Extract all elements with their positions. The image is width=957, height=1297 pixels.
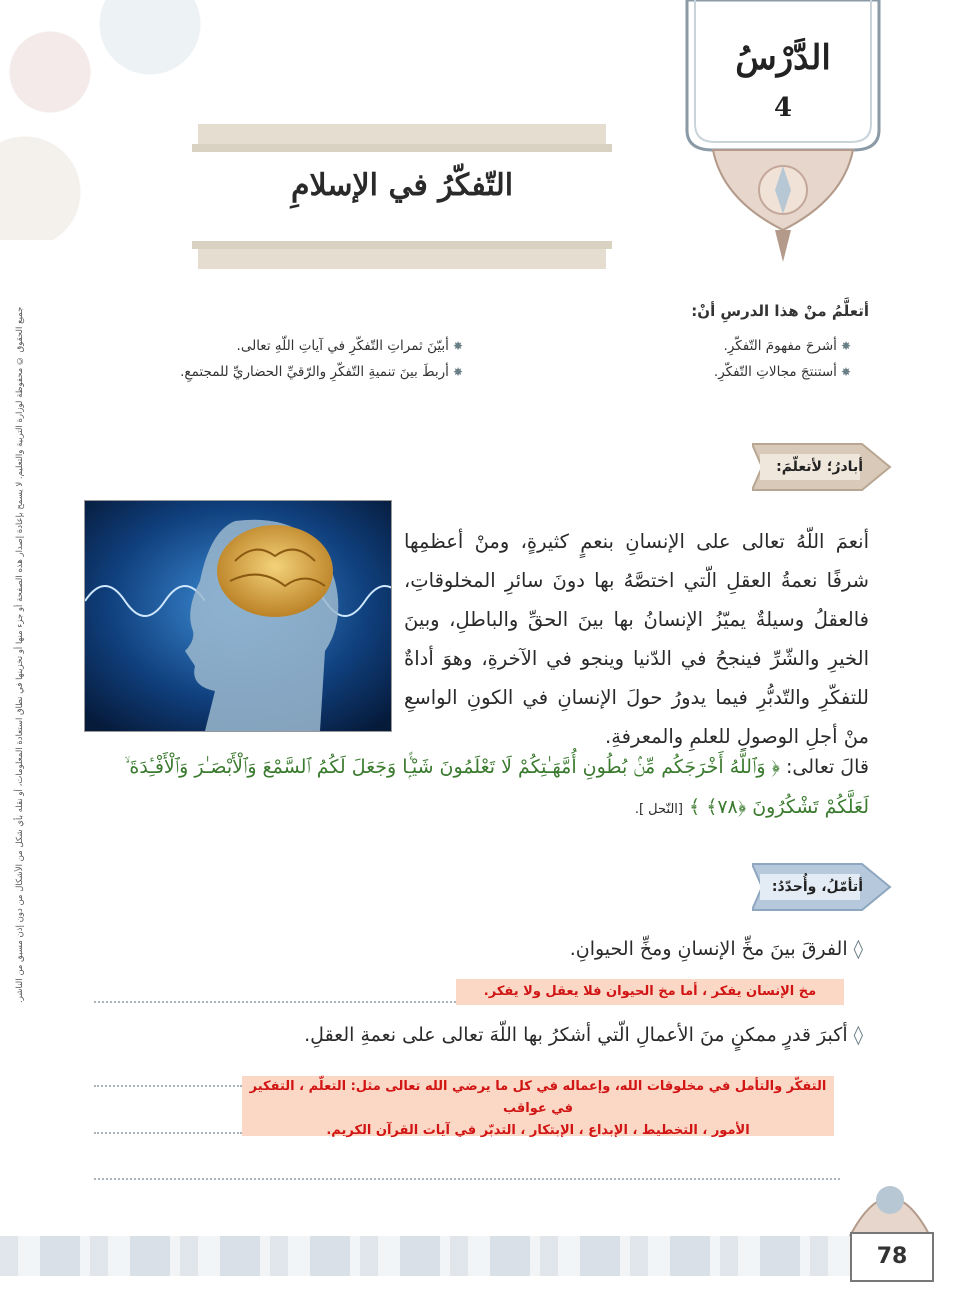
diamond-icon: ◊	[853, 1024, 863, 1046]
objectives-heading: أتعلَّمُ منْ هذا الدرسِ أنْ:	[691, 302, 869, 320]
bullet-icon: ✸	[452, 339, 463, 353]
answer-line	[94, 1001, 456, 1003]
objective-item: ✸أربطَ بينَ تنميةِ التّفكّرِ والرّقيِّ الحضاريِّ للمجتمعِ.	[180, 364, 463, 380]
footer-ornament	[0, 1236, 850, 1276]
quran-source: [النّحل ].	[634, 802, 683, 817]
intro-paragraph: أنعمَ اللّهُ تعالى على الإنسانِ بنعمٍ كثيرةٍ، ومنْ أعظمِها شرفًا نعمةُ العقلِ الّتي اختصَّهُ بها دونَ سائرِ المخلوقاتِ، فالعقلُ وسيلةٌ يميّزُ الإنسانُ بها بينَ الحقِّ والباطلِ، وبينَ الخيرِ والشّرِّ فينجحُ في الدّنيا وينجو في الآخرةِ، وهوَ أداةٌ للتفكّرِ والتّدبُّرِ فيما يدورُ حولَ الإنسانِ في الكونِ الواسعِ منْ أجلِ الوصولِ للعلمِ والمعرفةِ.	[404, 530, 869, 748]
bullet-icon: ✸	[452, 365, 463, 379]
answer-1[interactable]: مخ الإنسان يفكر ، أما مخ الحيوان فلا يعقل ولا يفكر.	[456, 979, 844, 1005]
bullet-icon: ✸	[840, 365, 851, 379]
question-1: ◊الفرقَ بينَ مخِّ الإنسانِ ومخِّ الحيوانِ.	[569, 938, 863, 960]
answer-2[interactable]	[242, 1076, 834, 1136]
answer-line	[94, 1178, 840, 1180]
objective-item: ✸أبيّنَ ثمراتِ التّفكّرِ في آياتِ اللّهِ تعالى.	[236, 338, 463, 354]
quran-verse: ﴿ وَٱللَّهُ أَخْرَجَكُم مِّنۢ بُطُونِ أُمَّهَـٰتِكُمْ لَا تَعْلَمُونَ شَيْـًۭٔا وَجَعَلَ لَكُمُ ٱلسَّمْعَ وَٱلْأَبْصَـٰرَ وَٱلْأَفْـِٔدَةَ ۙ لَعَلَّكُمْ تَشْكُرُونَ ﴿٧٨﴾ ﴾	[124, 756, 869, 818]
quran-verse-block	[84, 747, 869, 830]
page-number-ornament	[840, 1160, 940, 1236]
page-number: 78	[850, 1232, 934, 1282]
objective-item: ✸أستنتجَ مجالاتِ التّفكّرِ.	[713, 364, 851, 380]
bullet-icon: ✸	[840, 339, 851, 353]
question-2: ◊أكبرَ قدرٍ ممكنٍ منَ الأعمالِ الّتي أشكرُ بها اللّهَ تعالى على نعمةِ العقلِ.	[304, 1024, 863, 1046]
section-tab-label: أتأمّلُ، وأُحدّدُ:	[771, 879, 863, 895]
diamond-icon: ◊	[853, 938, 863, 960]
answer-2-line-2: الأمور ، التخطيط ، الإبداع ، الإبتكار ، التدبّر في آيات القرآن الكريم.	[326, 1123, 750, 1138]
section-tab-label: أبادرُ؛ لأتعلّمَ:	[776, 459, 863, 475]
lesson-label: الدَّرْسُ	[735, 38, 831, 78]
quran-intro: قالَ تعالى:	[786, 756, 869, 778]
answer-2-line-1: التفكّر والتأمل في مخلوقات الله، وإعماله في كل ما يرضي الله تعالى مثل: التعلّم ، التفكير في عواقب	[249, 1079, 827, 1116]
page-title: التّفكّرُ في الإسلامِ	[290, 168, 514, 203]
lesson-number: 4	[773, 93, 793, 123]
objective-item: ✸أشرحَ مفهومَ التّفكّرِ.	[723, 338, 851, 354]
answer-line	[94, 1132, 242, 1134]
brain-image	[84, 500, 392, 732]
side-copyright: جميع الحقوق © محفوظة لوزارة التربية والتعليم. لا يسمح بإعادة إصدار هذه الصفحة أو جزء منها أو تخزينها في نطاق استعادة المعلومات، أو نقله بأي شكل من الأشكال من دون إذن مسبق من الناشر.	[15, 306, 25, 1004]
answer-line	[94, 1085, 242, 1087]
